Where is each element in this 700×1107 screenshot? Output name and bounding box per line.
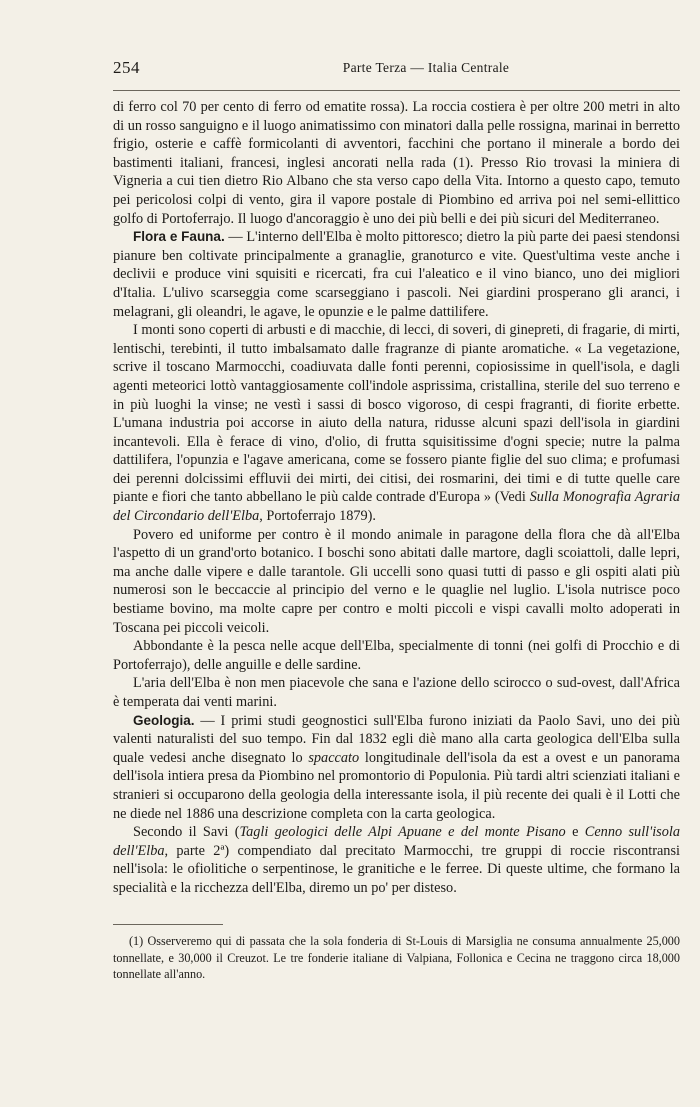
paragraph-text: , Portoferrajo 1879). bbox=[259, 508, 377, 525]
section-title-geologia: Geologia. bbox=[133, 712, 195, 728]
paragraph-text: L'aria dell'Elba è non men piacevole che sana e l'azione dello scirocco o sud-ovest, dall'Africa è temperata dai venti marini. bbox=[113, 675, 680, 710]
paragraph-text: Secondo il Savi ( bbox=[133, 824, 240, 841]
paragraph bbox=[113, 321, 680, 526]
footnote-rule bbox=[113, 924, 223, 925]
paragraph-text: longitudinale dell'isola da est a ovest e un panorama dell'isola intiera presa da Piombino nel promontorio di Populonia. Più tardi altri scienziati italiani e stranieri si occuparono della geologia della interessante isola, il più recente dei quali è il Lotti che ne diede nel 1886 una descrizione completa con la carta geologica. bbox=[113, 749, 680, 822]
paragraph-text: — L'interno dell'Elba è molto pittoresco; dietro la più parte dei paesi stendonsi pianure ben coltivate principalmente a granaglie, granoturco e vite. Quest'ultima veste anche i declivii e produce vini squisiti e ricercati, fra cui l'aleatico e il vino bianco, uno dei migliori d'Italia. L'ulivo scarseggia come scarseggiano i pascoli. Nei giardini prosperano gli aranci, i melagrani, gli oleandri, le agave, le opunzie e le palme dattilifere. bbox=[113, 229, 680, 320]
header-rule bbox=[113, 90, 680, 91]
paragraph-text: di ferro col 70 per cento di ferro od ematite rossa). La roccia costiera è per oltre 200 metri in alto di un rosso sanguigno e il luogo animatissimo con minatori dalla pelle rossigna, marinai in berretto frigio, osterie e caffè formicolanti di avventori, facchini che portano il minerale a bordo dei bastimenti italiani, francesi, inglesi ancorati nella rada (1). Presso Rio trovasi la miniera di Vigneria a cui tien dietro Rio Albano che sta verso capo della Vita. Intorno a questo capo, temuto pei pericolosi colpi di vento, gira il vapore postale di Piombino ed arriva poi nel semi-ellittico golfo di Portoferrajo. Il luogo d'ancoraggio è uno dei più belli e dei più sicuri del Mediterraneo. bbox=[113, 99, 680, 227]
paragraph bbox=[113, 98, 680, 228]
paragraph-text: Abbondante è la pesca nelle acque dell'Elba, specialmente di tonni (nei golfi di Procchio e di Portoferrajo), delle anguille e delle sardine. bbox=[113, 638, 680, 673]
paragraph bbox=[113, 228, 680, 321]
paragraph bbox=[113, 712, 680, 824]
running-head: Parte Terza — Italia Centrale bbox=[342, 60, 510, 75]
paragraph-text: , parte 2ª) compendiato dal precitato Marmocchi, tre gruppi di roccie riscontransi nell'isola: le ofiolitiche o serpentinose, le granitiche e le ferree. Di queste ultime, che formano la specialità e la ricchezza dell'Elba, diremo un po' per disteso. bbox=[113, 842, 680, 896]
italic-term: spaccato bbox=[308, 749, 360, 766]
body-text bbox=[113, 98, 680, 898]
citation-title: Cenno sull'isola dell'Elba bbox=[113, 824, 681, 859]
section-title-flora: Flora e Fauna. bbox=[133, 229, 225, 245]
paragraph bbox=[113, 823, 680, 897]
citation-title: Tagli geologici delle Alpi Apuane e del monte Pisano bbox=[239, 824, 566, 841]
footnote-text: (1) Osserveremo qui di passata che la sola fonderia di St-Louis di Marsiglia ne consuma annualmente 25,000 tonnellate, e 30,000 il Creuzot. Le tre fonderie italiane di Valpiana, Follonica e Cecina ne traggono circa 18,000 tonnellate all'anno. bbox=[113, 934, 680, 981]
paragraph-text: I monti sono coperti di arbusti e di macchie, di lecci, di soveri, di ginepreti, di fragarie, di mirti, lentischi, terebinti, il tutto imbalsamato dalle fragranze di piante aromatiche. « La vegetazione, scrive il toscano Marmocchi, coadiuvata dalle fonti perenni, copiosissime in quell'isola, e dagli agenti meteorici lottò vantaggiosamente coll'indole asprissima, cristallina, sterile del suo terreno e in più luoghi la vinse; ne vestì i sassi di bosco vigoroso, di cespi fragranti, di fiorite erbette. L'umana industria poi accorse in aiuto della natura, ridusse alcuni spazi dell'isola in giardini incantevoli. Ella è ferace di vino, d'olio, di frutta squisitissime d'ogni specie; nutre la palma dattilifera, l'opunzia e l'agave americana, come se fossero piante figlie del suo clima; e profumasi dei perenni dolcissimi effluvii dei mirti, dei citisi, dei rosmarini, dei timi e di tutte quelle care piante e fiori che tanto abbellano le più calde contrade d'Europa » (Vedi bbox=[113, 322, 680, 506]
paragraph-text: e bbox=[565, 824, 585, 841]
paragraph bbox=[113, 526, 680, 638]
paragraph-text: — I primi studi geognostici sull'Elba furono iniziati da Paolo Savi, uno dei più valenti naturalisti del suo tempo. Fin dal 1832 egli diè mano alla carta geologica dell'Elba sulla quale vedesi anche disegnato lo bbox=[113, 712, 680, 766]
paragraph bbox=[113, 674, 680, 711]
page-number: 254 bbox=[113, 58, 140, 77]
citation-title: Sulla Monografia Agraria del Circondario dell'Elba bbox=[113, 489, 680, 525]
paragraph bbox=[113, 637, 680, 674]
paragraph-text: Povero ed uniforme per contro è il mondo animale in paragone della flora che dà all'Elba l'aspetto di un grand'orto botanico. I boschi sono abitati dalle martore, dagli scoiattoli, dalle lepri, ma anche dalle vipere e dalle tarantole. Gli uccelli sono quasi tutti di passo e gli ospiti alati più numerosi son le beccaccie al principio del verno e le quaglie nel luglio. L'isola nutrisce poco bestiame bovino, ma molte capre per contro e molti piccoli e vispi cavalli molto adoperati in Toscana pei piccoli veicoli. bbox=[113, 526, 680, 636]
footnote bbox=[113, 933, 680, 983]
page-header bbox=[113, 58, 679, 80]
